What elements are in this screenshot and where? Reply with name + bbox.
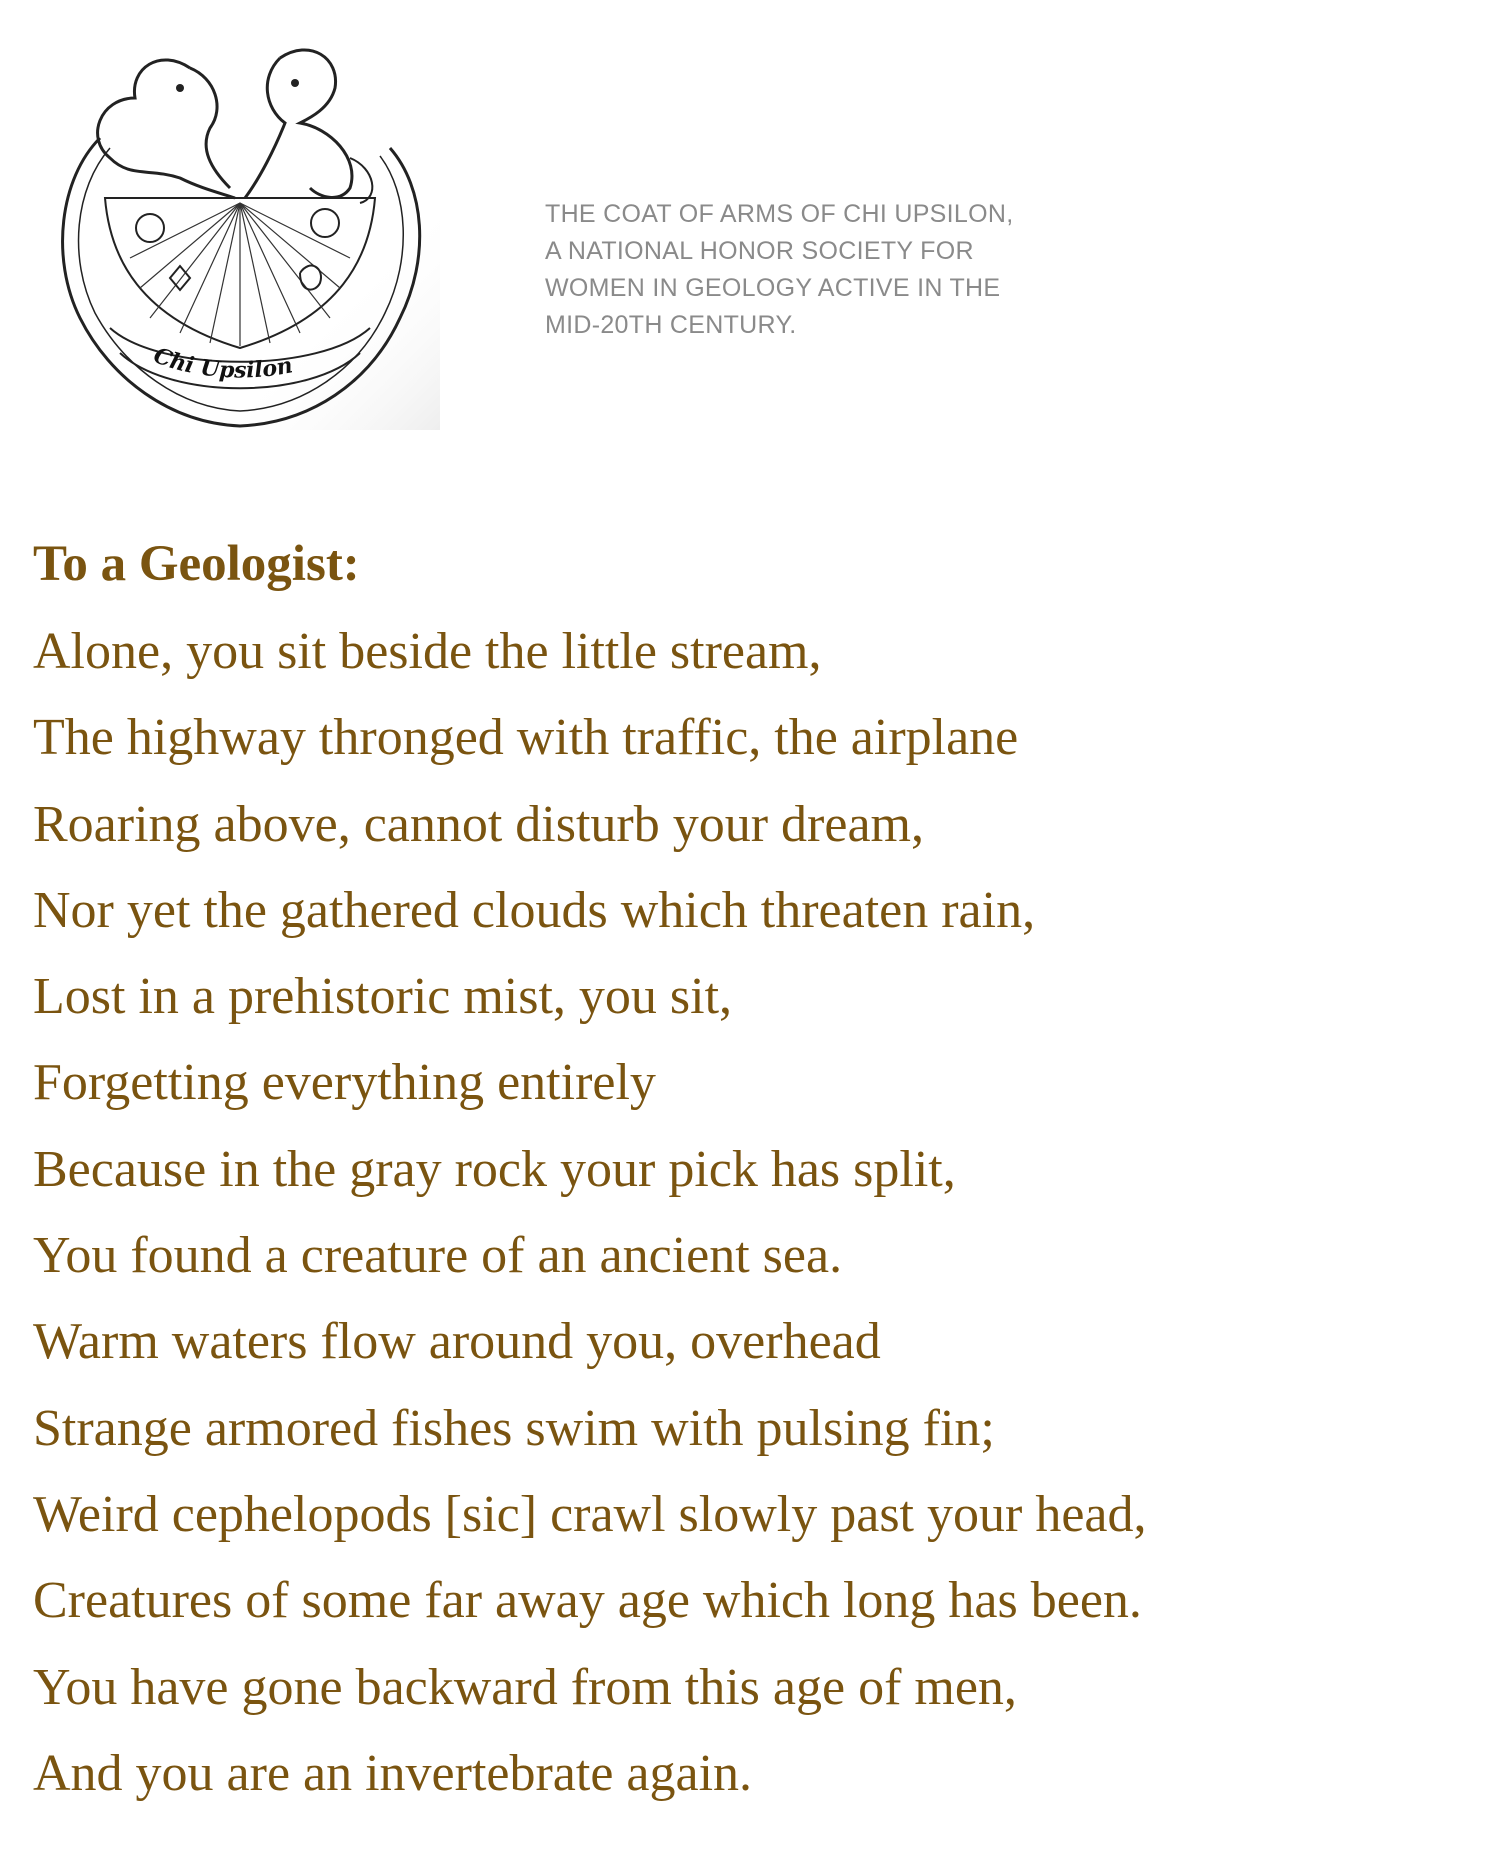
poem-line: Because in the gray rock your pick has split, xyxy=(33,1140,956,1198)
poem-line: Nor yet the gathered clouds which threaten rain, xyxy=(33,881,1036,939)
poem-line: Strange armored fishes swim with pulsing fin; xyxy=(33,1399,995,1457)
poem-line: And you are an invertebrate again. xyxy=(33,1744,753,1802)
poem xyxy=(33,519,1473,1817)
coat-of-arms-icon xyxy=(40,28,440,430)
image-caption xyxy=(545,196,1105,344)
poem-line: Warm waters flow around you, overhead xyxy=(33,1313,881,1371)
poem-line: You found a creature of an ancient sea. xyxy=(33,1227,843,1285)
poem-line: The highway thronged with traffic, the airplane xyxy=(33,709,1019,767)
caption-line: THE COAT OF ARMS OF CHI UPSILON, xyxy=(545,200,1014,228)
poem-line: Forgetting everything entirely xyxy=(33,1054,656,1112)
poem-line: Weird cephelopods [sic] crawl slowly past your head, xyxy=(33,1485,1147,1543)
caption-line: MID-20TH CENTURY. xyxy=(545,311,797,339)
poem-line: You have gone backward from this age of men, xyxy=(33,1658,1017,1716)
crest-motto-text: Chi Upsilon xyxy=(149,342,295,384)
poem-line: Roaring above, cannot disturb your dream, xyxy=(33,795,924,853)
coat-of-arms-image xyxy=(40,28,440,430)
caption-line: A NATIONAL HONOR SOCIETY FOR xyxy=(545,237,974,265)
poem-title: To a Geologist: xyxy=(33,536,360,592)
poem-line: Lost in a prehistoric mist, you sit, xyxy=(33,968,733,1026)
poem-line: Alone, you sit beside the little stream, xyxy=(33,623,822,680)
poem-line: Creatures of some far away age which long has been. xyxy=(33,1572,1142,1630)
caption-line: WOMEN IN GEOLOGY ACTIVE IN THE xyxy=(545,274,1001,302)
